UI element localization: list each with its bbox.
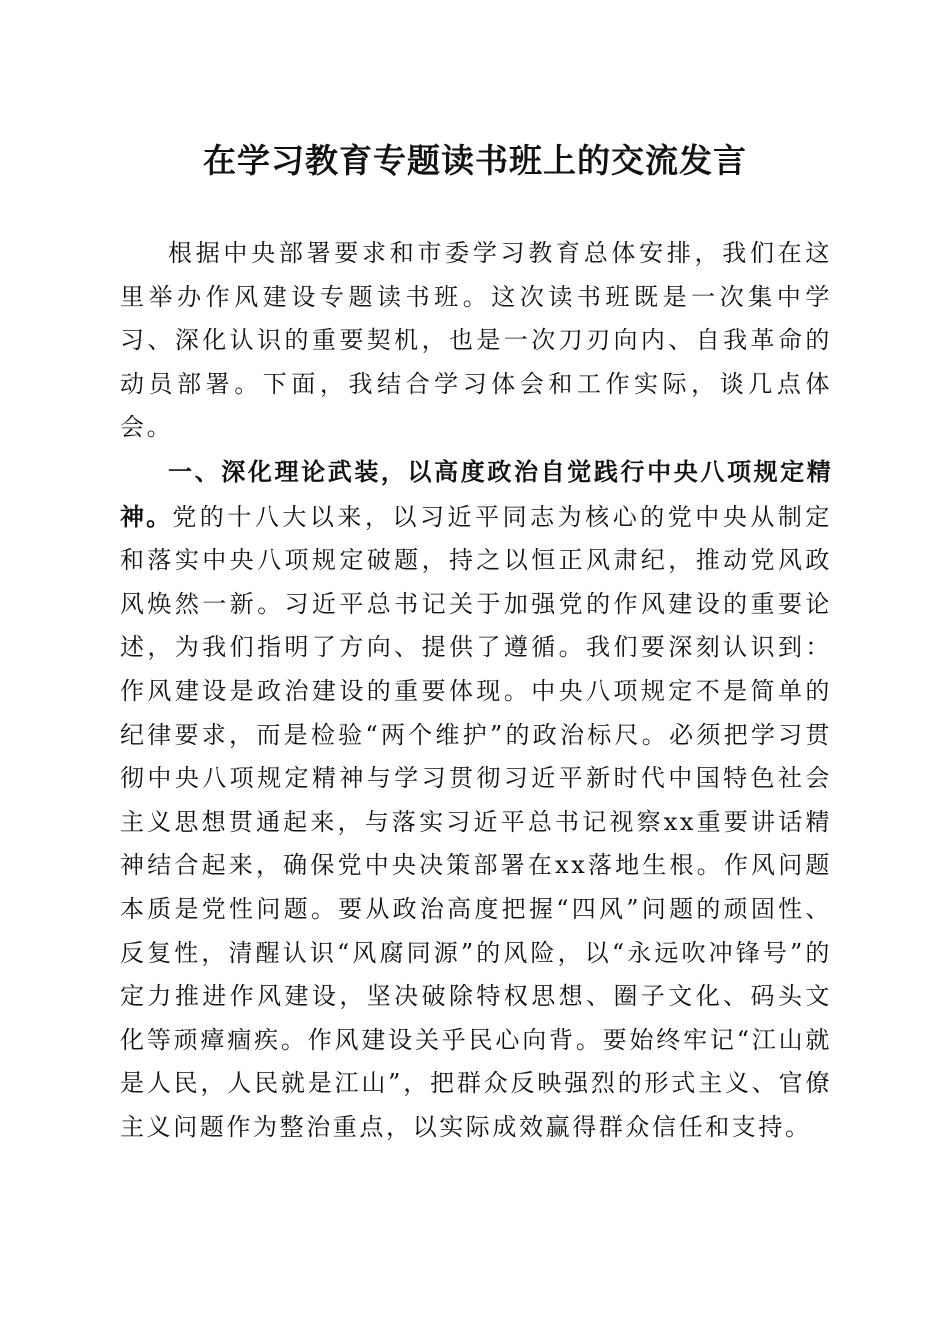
document-title: 在学习教育专题读书班上的交流发言 [203, 141, 747, 180]
paragraph-intro-text: 根据中央部署要求和市委学习教育总体安排，我们在这里举办作风建设专题读书班。这次读书班既是一次集中学习、深化认识的重要契机，也是一次刀刃向内、自我革命的动员部署。下面，我结合学习体会和工作实际，谈几点体会。 [120, 239, 832, 442]
paragraph-section-one [120, 450, 832, 1150]
document-body [120, 232, 832, 1149]
section-one-heading: 一、深化理论武装，以高度政治自觉践行中央八项规定精神。 [120, 456, 832, 531]
paragraph-intro [120, 232, 832, 450]
section-one-text: 党的十八大以来，以习近平同志为核心的党中央从制定和落实中央八项规定破题，持之以恒正风肃纪，推动党风政风焕然一新。习近平总书记关于加强党的作风建设的重要论述，为我们指明了方向、提供了遵循。我们要深刻认识到：作风建设是政治建设的重要体现。中央八项规定不是简单的纪律要求，而是检验“两个维护”的政治标尺。必须把学习贯彻中央八项规定精神与学习贯彻习近平新时代中国特色社会主义思想贯通起来，与落实习近平总书记视察xx重要讲话精神结合起来，确保党中央决策部署在xx落地生根。作风问题本质是党性问题。要从政治高度把握“四风”问题的顽固性、反复性，清醒认识“风腐同源”的风险，以“永远吹冲锋号”的定力推进作风建设，坚决破除特权思想、圈子文化、码头文化等顽瘴痼疾。作风建设关乎民心向背。要始终牢记“江山就是人民，人民就是江山”，把群众反映强烈的形式主义、官僚主义问题作为整治重点，以实际成效赢得群众信任和支持。 [120, 502, 832, 1141]
